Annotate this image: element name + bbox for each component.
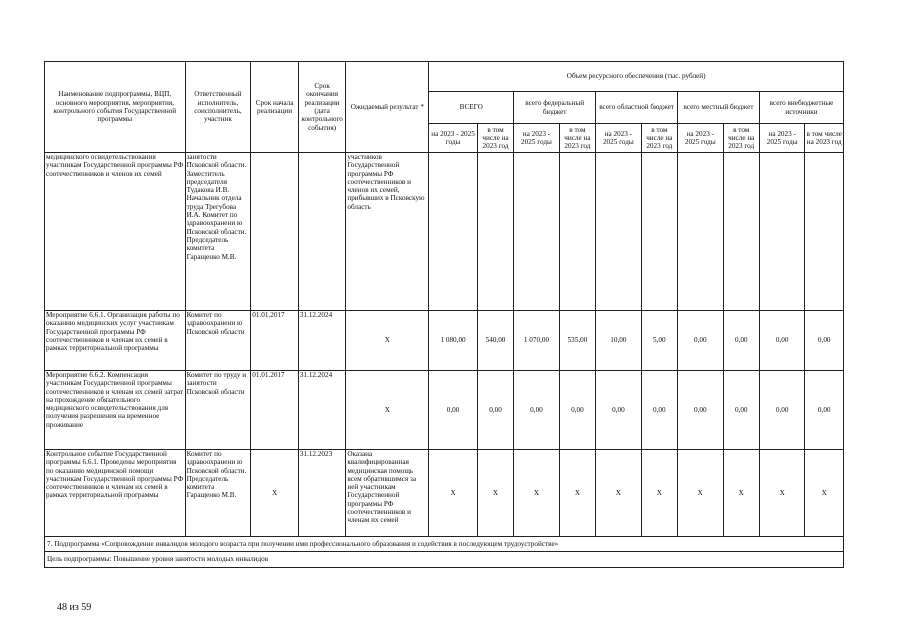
row-result: Оказана квалифицированная медицинская помощь всем обратившимся за ней участникам Государственной программы РФ соотечественников и членам их семей [346,450,429,537]
row-value [477,153,513,311]
row-value: 540,00 [477,311,513,371]
row-result: X [346,311,429,371]
row-value: X [596,450,642,537]
row-start: 01.01.2017 [251,311,299,371]
header-result: Ожидаемый результат * [346,62,429,153]
row-value: 0,00 [723,311,759,371]
row-name: Контрольное событие Государственной программы 6.6.1. Проведены мероприятия по оказанию медицинской помощи участникам Государственной программы РФ соотечественников и членам их семей в рамках территориальной программы [45,450,186,537]
row-value: 0,00 [641,371,677,450]
header-name: Наименование подпрограммы, ВЦП, основного мероприятия, мероприятия, контрольного события Государственной программы [45,62,186,153]
header-sub-total: на 2023 - 2025 годы [678,124,724,153]
row-value: X [641,450,677,537]
header-group-regional: всего областной бюджет [596,92,678,124]
row-value: X [723,450,759,537]
header-sub-year: в том числе на 2023 год [805,124,844,153]
row-value: 0,00 [678,311,724,371]
row-name: медицинского освидетельствования участникам Государственной программы РФ соотечественников и членов их семей [45,153,186,311]
row-value: 1 080,00 [429,311,478,371]
row-value: X [559,450,595,537]
row-end: 31.12.2023 [298,450,346,537]
page-number: 48 из 59 [57,602,92,613]
row-value: 0,00 [759,371,805,450]
header-group-total: ВСЕГО [429,92,514,124]
row-value: 0,00 [429,371,478,450]
row-value: X [805,450,844,537]
row-value: 0,00 [678,371,724,450]
row-value: X [759,450,805,537]
header-end: Срок окончания реализации (дата контрольного события) [298,62,346,153]
row-executor: Комитет по здравоохранени ю Псковской области. Председатель комитета Гаращенко М.В. [185,450,251,537]
row-value: X [477,450,513,537]
header-executor: Ответственный исполнитель, соисполнитель, участник [185,62,251,153]
header-start: Срок начала реализации [251,62,299,153]
header-sub-year: в том числе на 2023 год [477,124,513,153]
row-end: 31.12.2024 [298,371,346,450]
header-sub-total: на 2023 - 2025 годы [429,124,478,153]
row-value: 0,00 [596,371,642,450]
header-sub-total: на 2023 - 2025 годы [514,124,560,153]
row-value: X [678,450,724,537]
row-value [723,153,759,311]
row-value: 1 070,00 [514,311,560,371]
subprogram-title: 7. Подпрограмма «Сопровождение инвалидов молодого возраста при получении ими профессионального образования и содействия в последующем трудоустройстве» [45,537,844,552]
header-sub-total: на 2023 - 2025 годы [759,124,805,153]
table-row [45,371,844,450]
row-value: 0,00 [477,371,513,450]
header-group-federal: всего федеральный бюджет [514,92,596,124]
row-executor: занятости Псковской области. Заместитель председателя Тудакова И.В. Начальник отдела труда Трегубова И.А. Комитет по здравоохранени ю Псковской области. Председатель комитета Гаращенко М.В. [185,153,251,311]
row-value: 5,00 [641,311,677,371]
row-name: Мероприятие 6.6.1. Организация работы по оказанию медицинских услуг участникам Государственной программы РФ соотечественников и членам их семей в рамках территориальной программы [45,311,186,371]
row-value [514,153,560,311]
row-start [251,153,299,311]
row-value: 0,00 [723,371,759,450]
row-executor: Комитет по труду и занятости Псковской области [185,371,251,450]
row-value [559,153,595,311]
row-result: X [346,371,429,450]
row-end [298,153,346,311]
row-start: X [251,450,299,537]
row-value: 0,00 [805,311,844,371]
header-sub-total: на 2023 - 2025 годы [596,124,642,153]
subprogram-goal: Цель подпрограммы: Повышение уровня занятости молодых инвалидов [45,552,844,568]
row-name: Мероприятие 6.6.2. Компенсация участникам Государственной программы соотечественников и членам их семей затрат на прохождение обязательного медицинского освидетельствования для получения разрешения на временное проживание [45,371,186,450]
table-row [45,450,844,537]
row-result: участников Государственной программы РФ соотечественников и членов их семей, прибывших в Псковскую область [346,153,429,311]
table-row [45,153,844,311]
row-value: 0,00 [805,371,844,450]
row-value [596,153,642,311]
header-group-local: всего местный бюджет [678,92,760,124]
header-sub-year: в том числе на 2023 год [559,124,595,153]
row-value: X [514,450,560,537]
row-value: 0,00 [514,371,560,450]
row-start: 01.01.2017 [251,371,299,450]
row-end: 31.12.2024 [298,311,346,371]
row-value [805,153,844,311]
header-sub-year: в том числе на 2023 год [723,124,759,153]
table-row [45,311,844,371]
row-value: 0,00 [559,371,595,450]
header-resources: Объем ресурсного обеспечения (тыс. рублей) [429,62,844,92]
row-value: 0,00 [759,311,805,371]
header-group-extrabudget: всего внебюджетные источники [759,92,843,124]
header-sub-year: в том числе на 2023 год [641,124,677,153]
row-value: X [429,450,478,537]
row-value [429,153,478,311]
row-value [641,153,677,311]
row-value [759,153,805,311]
row-value [678,153,724,311]
row-value: 10,00 [596,311,642,371]
row-executor: Комитет по здравоохранени ю Псковской области [185,311,251,371]
resource-table [44,61,844,568]
row-value: 535,00 [559,311,595,371]
